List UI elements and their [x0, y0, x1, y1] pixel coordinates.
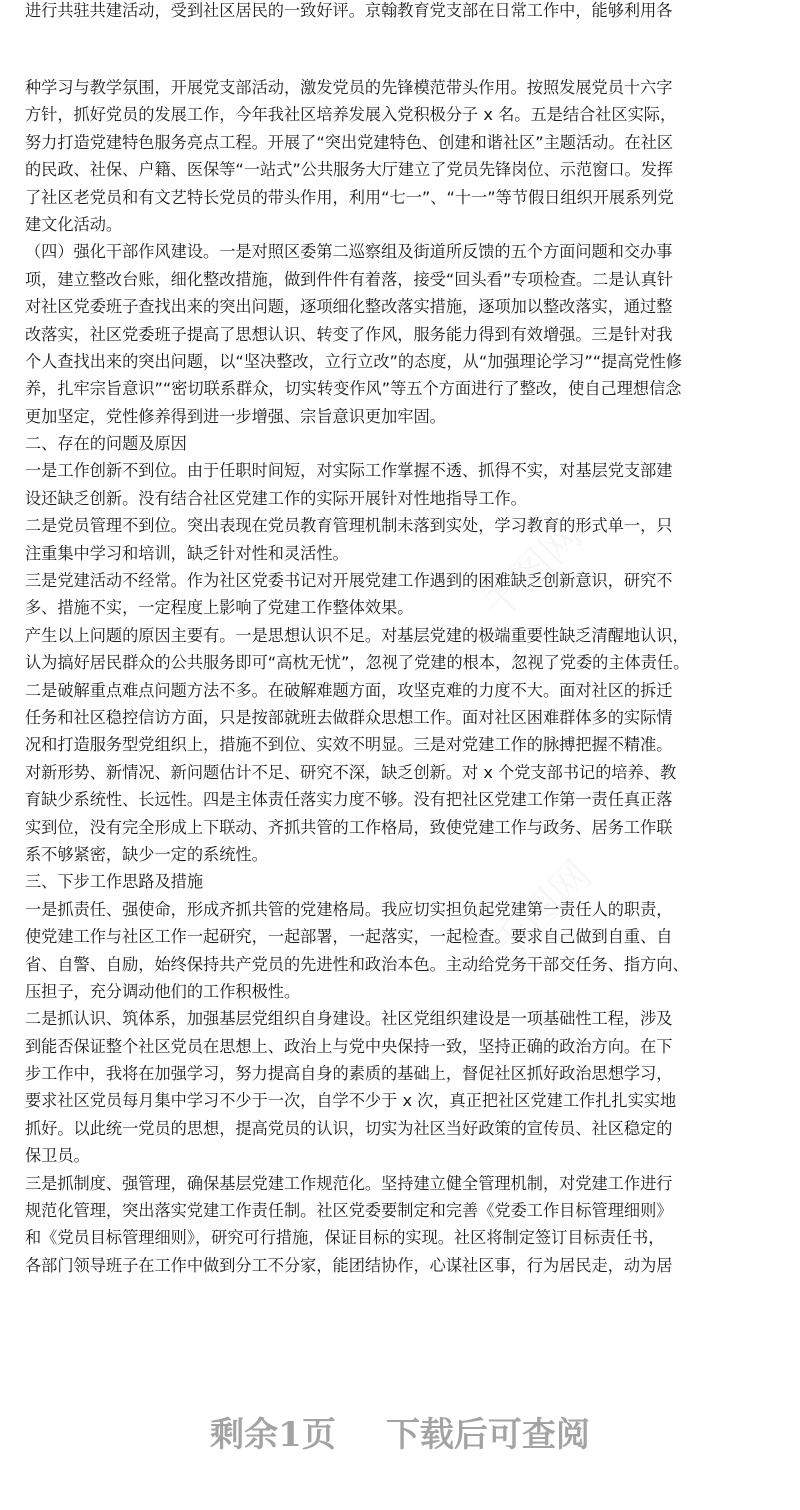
text-line: 保卫员。 — [25, 1146, 90, 1166]
remaining-pages-label: 剩余1页 — [210, 1415, 336, 1455]
footer-banner[interactable] — [0, 1410, 800, 1460]
text-line: 二是破解重点难点问题方法不多。在破解难题方面，攻坚克难的力度不大。面对社区的拆迁 — [25, 680, 673, 700]
text-line: 三是党建活动不经常。作为社区党委书记对开展党建工作遇到的困难缺乏创新意识，研究不 — [25, 571, 673, 591]
text-line: 种学习与教学氛围，开展党支部活动，激发党员的先锋模范带头作用。按照发展党员十六字 — [25, 78, 673, 97]
text-line: 二是党员管理不到位。突出表现在党员教育管理机制未落到实处，学习教育的形式单一，只 — [25, 516, 673, 536]
text-line: 一是抓责任、强使命，形成齐抓共管的党建格局。我应切实担负起党建第一责任人的职责， — [25, 899, 673, 919]
text-line: 到能否保证整个社区党员在思想上、政治上与党中央保持一致，坚持正确的政治方向。在下 — [25, 1036, 673, 1056]
text-line: 抓好。以此统一党员的思想，提高党员的认识，切实为社区当好政策的宣传员、社区稳定的 — [25, 1118, 673, 1138]
text-line: 三是抓制度、强管理，确保基层党建工作规范化。坚持建立健全管理机制，对党建工作进行 — [25, 1173, 673, 1193]
text-line: 规范化管理，突出落实党建工作责任制。社区党委要制定和完善《党委工作目标管理细则》 — [25, 1201, 673, 1221]
text-line: 使党建工作与社区工作一起研究，一起部署，一起落实，一起检查。要求自己做到自重、自 — [25, 927, 673, 947]
text-line: 系不够紧密，缺少一定的系统性。 — [25, 844, 268, 864]
text-line: 各部门领导班子在工作中做到分工不分家，能团结协作，心谋社区事，行为居民走，动为居 — [25, 1255, 673, 1275]
text-line: 压担子，充分调动他们的工作积极性。 — [25, 981, 301, 1001]
text-line: 项，建立整改台账，细化整改措施，做到件件有着落，接受“回头看”专项检查。二是认真针 — [25, 269, 674, 289]
text-line: 况和打造服务型党组织上，措施不到位、实效不明显。三是对党建工作的脉搏把握不精准。 — [25, 735, 673, 755]
text-line: 任务和社区稳控信访方面，只是按部就班去做群众思想工作。面对社区困难群体多的实际情 — [25, 707, 673, 727]
text-line: 努力打造党建特色服务亮点工程。开展了“突出党建特色、创建和谐社区”主题活动。在社区 — [25, 132, 674, 152]
text-line: 建文化活动。 — [25, 214, 123, 234]
text-line: 了社区老党员和有文艺特长党员的带头作用，利用“七一”、“十一”等节假日组织开展系列党 — [25, 187, 674, 207]
text-line: 对新形势、新情况、新问题估计不足、研究不深，缺乏创新。对 x 个党支部书记的培养、教 — [25, 762, 677, 782]
document-body — [25, 74, 785, 1279]
text-line: 多、措施不实，一定程度上影响了党建工作整体效果。 — [25, 598, 414, 618]
text-line: 方针，抓好党员的发展工作，今年我社区培养发展入党积极分子 x 名。五是结合社区实际， — [25, 105, 677, 125]
text-line: 步工作中，我将在加强学习，努力提高自身的素质的基础上，督促社区抓好政治思想学习， — [25, 1064, 673, 1084]
text-line: 注重集中学习和培训，缺乏针对性和灵活性。 — [25, 543, 349, 563]
text-line: 要求社区党员每月集中学习不少于一次，自学不少于 x 次，真正把社区党建工作扎扎实实地 — [25, 1091, 677, 1111]
text-line: 对社区党委班子查找出来的突出问题，逐项细化整改落实措施，逐项加以整改落实，通过整 — [25, 297, 673, 317]
text-line: 二是抓认识、筑体系，加强基层党组织自身建设。社区党组织建设是一项基础性工程，涉及 — [25, 1009, 673, 1029]
text-line: 实到位，没有完全形成上下联动、齐抓共管的工作格局，致使党建工作与政务、居务工作联 — [25, 817, 673, 837]
text-line: 三、下步工作思路及措施 — [25, 872, 204, 892]
text-line: 的民政、社保、户籍、医保等“一站式”公共服务大厅建立了党员先锋岗位、示范窗口。发挥 — [25, 160, 674, 180]
top-line: 进行共驻共建活动，受到社区居民的一致好评。京翰教育党支部在日常工作中，能够利用各 — [25, 1, 673, 20]
download-to-view-label: 下载后可查阅 — [385, 1415, 590, 1455]
text-line: 省、自警、自励，始终保持共产党员的先进性和政治本色。主动给党务干部交任务、指方向、 — [25, 954, 689, 974]
text-line: 育缺少系统性、长远性。四是主体责任落实力度不够。没有把社区党建工作第一责任真正落 — [25, 790, 673, 810]
text-line: 一是工作创新不到位。由于任职时间短，对实际工作掌握不透、抓得不实，对基层党支部建 — [25, 461, 673, 481]
text-line: 产生以上问题的原因主要有。一是思想认识不足。对基层党建的极端重要性缺乏清醒地认识， — [25, 625, 689, 645]
text-line: 认为搞好居民群众的公共服务即可“高枕无忧”，忽视了党建的根本，忽视了党委的主体责任。 — [25, 653, 690, 673]
text-line: （四）强化干部作风建设。一是对照区委第二巡察组及街道所反馈的五个方面问题和交办事 — [25, 242, 673, 262]
text-line: 养，扎牢宗旨意识”“密切联系群众，切实转变作风”等五个方面进行了整改，使自己理想信念 — [25, 379, 682, 399]
text-line: 改落实，社区党委班子提高了思想认识、转变了作风，服务能力得到有效增强。三是针对我 — [25, 324, 673, 344]
text-line: 个人查找出来的突出问题，以“坚决整改，立行立改”的态度，从“加强理论学习”“提高党性修 — [25, 351, 683, 371]
text-line: 设还缺乏创新。没有结合社区党建工作的实际开展针对性地指导工作。 — [25, 488, 527, 508]
text-line: 更加坚定，党性修养得到进一步增强、宗旨意识更加牢固。 — [25, 406, 446, 426]
text-line: 和《党员目标管理细则》，研究可行措施，保证目标的实现。社区将制定签订目标责任书， — [25, 1228, 665, 1248]
text-line: 二、存在的问题及原因 — [25, 434, 187, 454]
